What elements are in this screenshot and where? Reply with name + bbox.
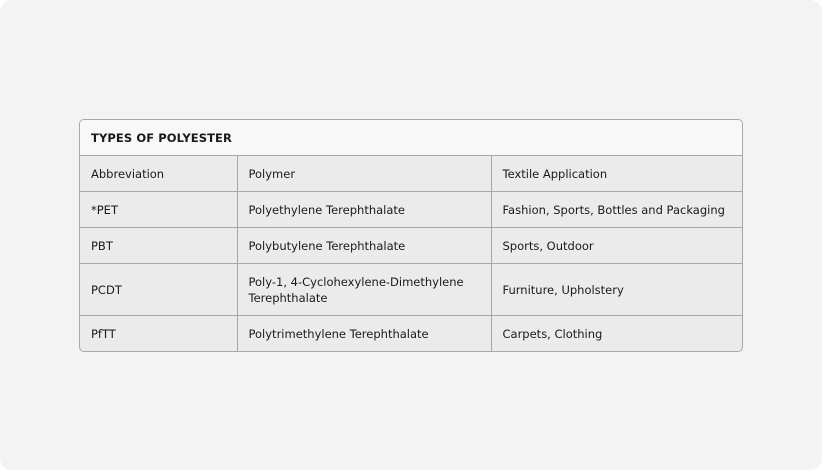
cell-application: Sports, Outdoor xyxy=(491,228,742,264)
column-header-textile-application: Textile Application xyxy=(491,156,742,192)
table-row xyxy=(80,264,742,316)
cell-polymer: Polybutylene Terephthalate xyxy=(237,228,491,264)
cell-application: Fashion, Sports, Bottles and Packaging xyxy=(491,192,742,228)
table-row xyxy=(80,192,742,228)
table-row xyxy=(80,228,742,264)
cell-polymer: Poly-1, 4-Cyclohexylene-Dimethylene Terephthalate xyxy=(237,264,491,316)
table-row xyxy=(80,316,742,352)
cell-abbreviation: PBT xyxy=(80,228,237,264)
cell-application: Carpets, Clothing xyxy=(502,326,603,341)
cell-polymer: Polyethylene Terephthalate xyxy=(237,192,491,228)
table-title: TYPES OF POLYESTER xyxy=(80,120,742,156)
column-header-abbreviation: Abbreviation xyxy=(80,156,237,192)
cell-abbreviation: *PET xyxy=(80,192,237,228)
header-row xyxy=(80,156,742,192)
cell-abbreviation: PfTT xyxy=(80,316,237,352)
column-header-polymer: Polymer xyxy=(237,156,491,192)
cell-application: Furniture, Upholstery xyxy=(491,264,742,316)
cell-polymer: Polytrimethylene Terephthalate xyxy=(237,316,491,352)
cell-abbreviation: PCDT xyxy=(80,264,237,316)
polyester-types-table xyxy=(79,119,743,352)
data-table xyxy=(80,156,742,351)
